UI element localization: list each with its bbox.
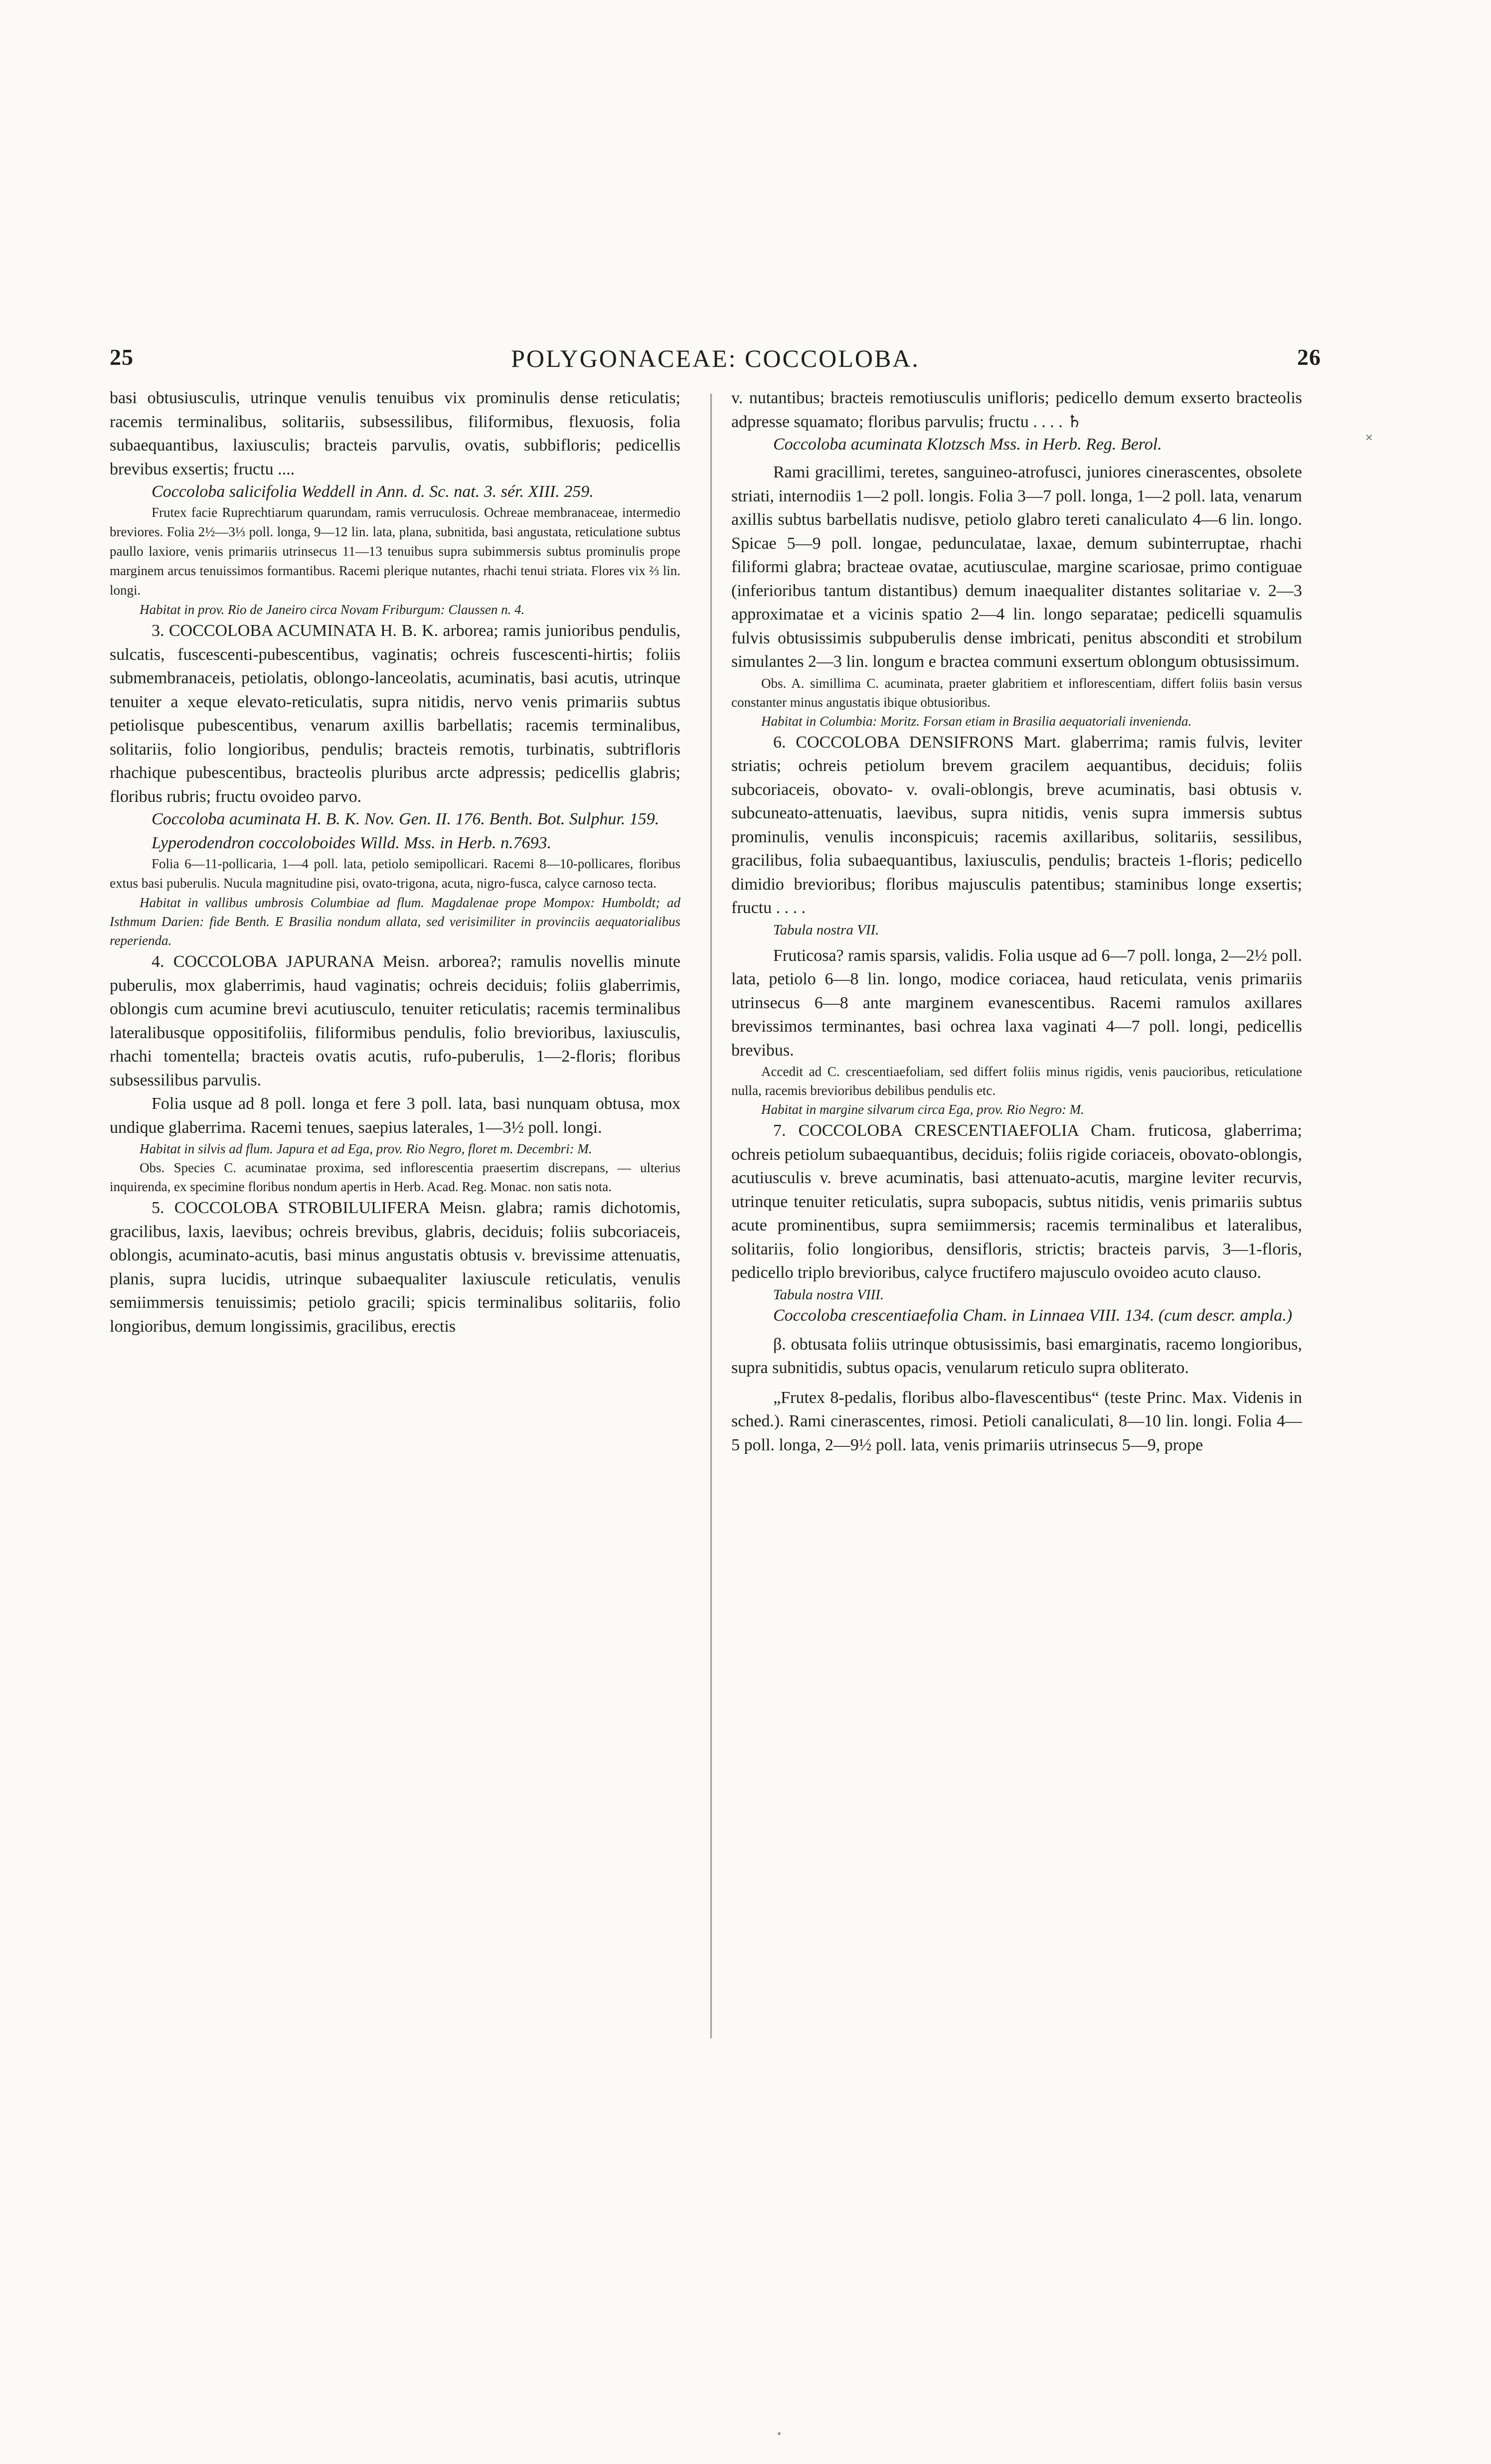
species-entry-6: 6. COCCOLOBA DENSIFRONS Mart. glaberrima; ramis fulvis, leviter striatis; ochreis petiolum brevem gracilem aequantibus, deciduis; foliis subcoriaceis, obovato- v. ovali-oblongis, breve acuminatis, basi obtusis v. subcuneato-attenuatis, laevibus, supra nitidis, venis supra immersis subtus prominulis, venulis inconspicuis; racemis axillaribus, solitariis, sessilibus, gracilibus, folia subaequantibus, laxiusculis, pendulis; bracteis 1-floris; pedicello dimidio brevioribus; floribus majusculis patentibus; staminibus longe exsertis; fructu . . . . bbox=[731, 733, 1302, 917]
paragraph: Fruticosa? ramis sparsis, validis. Folia usque ad 6—7 poll. longa, 2—2½ poll. lata, petiolo 6—8 lin. longo, modice coriacea, haud reticulata, venis primariis utrinsecus 6—8 ante marginem evanescentibus. Racemi ramulos axillares brevissimos terminantes, basi ochrea laxa vaginati 4—7 poll. longi, pedicellis brevibus. bbox=[731, 946, 1302, 1060]
margin-mark: ✕ bbox=[1365, 433, 1373, 444]
observation-note: Accedit ad C. crescentiaefoliam, sed differt foliis minus rigidis, venis paucioribus, reticulatione nulla, racemis brevioribus debilibus pendulis etc. bbox=[731, 1064, 1302, 1098]
description-small: Frutex facie Ruprechtiarum quarundam, ramis verruculosis. Ochreae membranaceae, intermedio breviores. Folia 2½—3⅓ poll. longa, 9—12 lin. lata, plana, subnitida, basi angustata, reticulatione subtus paullo laxiore, venis primariis utrinsecus 11—13 tenuibus supra subimmersis subtus prominulis prope marginem arcus tenuissimos formantibus. Racemi plerique nutantes, rhachi tenui striata. Flores vix ⅔ lin. longi. bbox=[110, 505, 680, 598]
running-head: POLYGONACEAE: COCCOLOBA. bbox=[511, 344, 920, 372]
species-entry-4: 4. COCCOLOBA JAPURANA Meisn. arborea?; ramulis novellis minute puberulis, mox glaberrimis, haud vaginatis; ochreis deciduis; foliis glaberrimis, oblongis cum acumine brevi acutiusculo, tenuiter reticulatis; racemis terminalibus lateralibusque oppositifoliis, filiformibus pendulis, folio brevioribus, laxiusculis, rhachi tomentella; bracteis ovatis acutis, rufo-puberulis, 1—2-floris; floribus subsessilibus parvulis. bbox=[110, 952, 680, 1089]
habitat-note: Habitat in prov. Rio de Janeiro circa Novam Friburgum: Claussen n. 4. bbox=[140, 602, 525, 617]
paragraph: „Frutex 8-pedalis, floribus albo-flavescentibus“ (teste Princ. Max. Videnis in sched.). Rami cinerascentes, rimosi. Petioli canaliculati, 8—10 lin. longi. Folia 4—5 poll. longa, 2—9½ poll. lata, venis primariis utrinsecus 5—9, prope bbox=[731, 1388, 1302, 1454]
paragraph: Rami gracillimi, teretes, sanguineo-atrofusci, juniores cinerascentes, obsolete striati, internodiis 1—2 poll. longis. Folia 3—7 poll. longa, 1—2 poll. lata, venarum axillis subtus barbellatis nudisve, petiolo glabro tereti canaliculato 4—6 lin. longo. Spicae 5—9 poll. longae, pedunculatae, laxae, demum subinterruptae, rhachi filiformi glabra; bracteae ovatae, acutiusculae, margine scariosae, primo contiguae (inferioribus tantum distantibus) demum inaequaliter distantes solitariae v. 2—3 approximatae et a vicinis spatio 2—4 lin. longo separatae; pedicelli squamulis fulvis obtusissimis subpuberulis dense imbricati, penitus absconditi et strobilum simulantes 2—3 lin. longum e bractea communi exsertum oblongum obtusissimum. bbox=[731, 463, 1302, 671]
observation-note: Obs. A. simillima C. acuminata, praeter glabritiem et inflorescentiam, differt foliis basin versus constanter minus angustatis ibique obtusioribus. bbox=[731, 675, 1302, 710]
page-header bbox=[110, 344, 1321, 389]
species-entry-5: 5. COCCOLOBA STROBILULIFERA Meisn. glabra; ramis dichotomis, gracilibus, laxis, laevibus; ochreis brevibus, glabris, deciduis; foliis subcoriaceis, oblongis, acuminato-acutis, basi minus angustatis obtusis v. brevissime attenuatis, planis, supra lucidis, utrinque subaequaliter laxiuscule reticulatis, venulis semiimmersis tenuissimis; petiolo gracili; spicis terminalibus solitariis, folio longioribus, demum longissimis, gracilibus, erectis bbox=[110, 1199, 680, 1336]
synonym-citation: Coccoloba acuminata H. B. K. Nov. Gen. II. 176. Benth. Bot. Sulphur. 159. bbox=[152, 810, 660, 828]
right-page-number: 26 bbox=[1297, 344, 1321, 370]
habitat-note: Habitat in Columbia: Moritz. Forsan etiam in Brasilia aequatoriali invenienda. bbox=[761, 713, 1192, 729]
paragraph: basi obtusiusculis, utrinque venulis tenuibus vix prominulis dense reticulatis; racemis terminalibus, solitariis, subsessilibus, filiformibus, flexuosis, folia subaequantibus, laxiusculis; bracteis parvulis, ovatis, subbifloris; pedicellis brevibus exsertis; fructu .... bbox=[110, 389, 680, 478]
right-column bbox=[731, 386, 1302, 2051]
synonym-citation: Coccoloba salicifolia Weddell in Ann. d. Sc. nat. 3. sér. XIII. 259. bbox=[152, 482, 594, 501]
habitat-note: Habitat in vallibus umbrosis Columbiae ad flum. Magdalenae prope Mompox: Humboldt; ad Isthmum Darien: fide Benth. E Brasilia nondum allata, sed verisimiliter in provinciis aequatorialibus reperienda. bbox=[110, 895, 680, 948]
left-page-number: 25 bbox=[110, 344, 134, 370]
print-speck bbox=[778, 2432, 781, 2435]
species-entry-3: 3. COCCOLOBA ACUMINATA H. B. K. arborea; ramis junioribus pendulis, sulcatis, fuscescenti-pubescentibus, vaginatis; ochreis fuscescenti-hirtis; foliis submembranaceis, petiolatis, oblongo-lanceolatis, acuminatis, basi acutis, utrinque tenuiter a xeque elevato-reticulatis, supra nitidis, nervo venis primariis subtus petiolisque pubescentibus, venarum axillis barbellatis; racemis terminalibus, solitariis, folio longioribus, pendulis; bracteis remotis, turbinatis, subtrifloris rhachique pubescentibus, bracteolis pluribus arcte adpressis; pedicellis glabris; floribus rubris; fructu ovoideo parvo. bbox=[110, 621, 680, 806]
left-column bbox=[110, 386, 680, 2051]
paragraph: Folia usque ad 8 poll. longa et fere 3 poll. lata, basi nunquam obtusa, mox undique glaberrima. Racemi tenues, saepius laterales, 1—3½ poll. longi. bbox=[110, 1094, 680, 1137]
column-divider bbox=[710, 394, 712, 2038]
plate-reference: Tabula nostra VIII. bbox=[773, 1286, 884, 1303]
synonym-citation: Coccoloba acuminata Klotzsch Mss. in Herb. Reg. Berol. bbox=[773, 435, 1162, 454]
plate-reference: Tabula nostra VII. bbox=[773, 922, 879, 938]
observation-note: Obs. Species C. acuminatae proxima, sed inflorescentia praesertim discrepans, — ulterius inquirenda, ex specimine floribus nondum apertis in Herb. Acad. Reg. Monac. non satis nota. bbox=[110, 1160, 680, 1194]
variety-note: β. obtusata foliis utrinque obtusissimis, basi emarginatis, racemo longioribus, supra subnitidis, subtus opacis, venularum reticulo supra obliterato. bbox=[731, 1335, 1302, 1377]
synonym-citation: Lyperodendron coccoloboides Willd. Mss. in Herb. n.7693. bbox=[152, 834, 551, 852]
description-small: Folia 6—11-pollicaria, 1—4 poll. lata, petiolo semipollicari. Racemi 8—10-pollicares, floribus extus basi puberulis. Nucula magnitudine pisi, ovato-trigona, acuta, nigro-fusca, calyce carnoso tecta. bbox=[110, 856, 680, 891]
habitat-note: Habitat in silvis ad flum. Japura et ad Ega, prov. Rio Negro, floret m. Decembri: M. bbox=[140, 1141, 592, 1156]
synonym-citation: Coccoloba crescentiaefolia Cham. in Linnaea VIII. 134. (cum descr. ampla.) bbox=[773, 1306, 1293, 1325]
paragraph: v. nutantibus; bracteis remotiusculis unifloris; pedicello demum exserto bracteolis adpresse squamato; floribus parvulis; fructu . . . . ♄ bbox=[731, 389, 1302, 431]
species-entry-7: 7. COCCOLOBA CRESCENTIAEFOLIA Cham. fruticosa, glaberrima; ochreis petiolum subaequantibus, deciduis; foliis rigide coriaceis, obovato-oblongis, acutiusculis v. breve acuminatis, basi attenuato-acutis, margine leviter recurvis, utrinque tenuiter reticulatis, supra subopacis, subtus nitidis, venis primariis subtus acute prominentibus, supra semiimmersis; racemis terminalibus et lateralibus, solitariis, folio longioribus, densifloris, strictis; bracteis parvis, 3—1-floris, pedicello triplo brevioribus, calyce fructifero majusculo ovoideo acuto clauso. bbox=[731, 1121, 1302, 1282]
habitat-note: Habitat in margine silvarum circa Ega, prov. Rio Negro: M. bbox=[761, 1102, 1084, 1117]
